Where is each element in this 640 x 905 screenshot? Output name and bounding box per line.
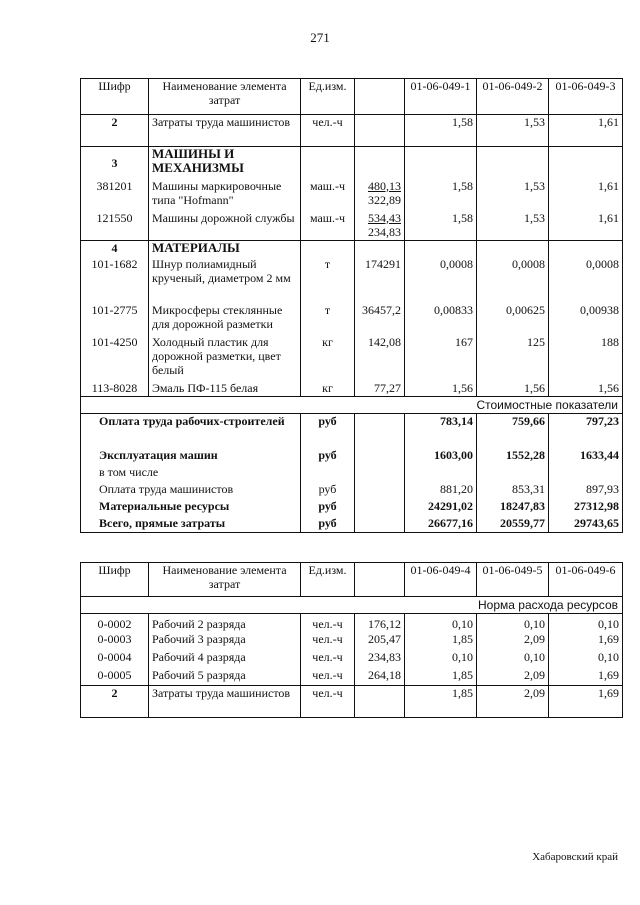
resource-table-1 (80, 78, 623, 533)
resource-table-2 (80, 562, 623, 718)
header-name: Наименование элемента затрат (149, 563, 301, 597)
resource-norm-note: Норма расхода ресурсов (81, 597, 623, 614)
cost-row: в том числе (81, 465, 623, 482)
table-row: 0-0005 Рабочий 5 разряда чел.-ч 264,18 1,85 2,09 1,69 (81, 668, 623, 686)
header-code: Шифр (81, 79, 149, 115)
table-row: 0-0003 Рабочий 3 разряда чел.-ч 205,47 1,85 2,09 1,69 (81, 632, 623, 650)
header-col-2: 01-06-049-2 (477, 79, 549, 115)
cost-indicators-note: Стоимостные показатели (81, 397, 623, 414)
cost-row: Оплата труда рабочих-строителей руб 783,14 759,66 797,23 (81, 414, 623, 448)
header-col-4: 01-06-049-4 (405, 563, 477, 597)
table-row: 2 Затраты труда машинистов чел.-ч 1,85 2,09 1,69 (81, 686, 623, 718)
resource-norm-note-row (81, 597, 623, 614)
header-price (355, 79, 405, 115)
table-row: 113-8028 Эмаль ПФ-115 белая кг 77,27 1,56 1,56 1,56 (81, 381, 623, 397)
header-col-5: 01-06-049-5 (477, 563, 549, 597)
table-row: 0-0004 Рабочий 4 разряда чел.-ч 234,83 0,10 0,10 0,10 (81, 650, 623, 668)
header-unit: Ед.изм. (301, 563, 355, 597)
cost-row: Эксплуатация машин руб 1603,00 1552,28 1633,44 (81, 448, 623, 465)
table-row: 121550 Машины дорожной службы маш.-ч 534,43 234,83 1,58 1,53 1,61 (81, 211, 623, 241)
cost-row: Всего, прямые затраты руб 26677,16 20559,77 29743,65 (81, 516, 623, 533)
section-row-materials: 4 МАТЕРИАЛЫ (81, 241, 623, 257)
table-row: 0-0002 Рабочий 2 разряда чел.-ч 176,12 0,10 0,10 0,10 (81, 614, 623, 632)
header-col-3: 01-06-049-3 (549, 79, 623, 115)
table-row: 101-4250 Холодный пластик для дорожной разметки, цвет белый кг 142,08 167 125 188 (81, 335, 623, 381)
header-code: Шифр (81, 563, 149, 597)
cost-indicators-note-row (81, 397, 623, 414)
table-row: 2 Затраты труда машинистов чел.-ч 1,58 1,53 1,61 (81, 115, 623, 147)
table-row: 101-2775 Микросферы стеклянные для дорожной разметки т 36457,2 0,00833 0,00625 0,00938 (81, 303, 623, 335)
section-row-machines: 3 МАШИНЫ И МЕХАНИЗМЫ (81, 147, 623, 179)
table-row: 101-1682 Шнур полиамидный крученый, диаметром 2 мм т 174291 0,0008 0,0008 0,0008 (81, 257, 623, 303)
header-unit: Ед.изм. (301, 79, 355, 115)
page-number: 271 (310, 30, 330, 45)
cost-row: Материальные ресурсы руб 24291,02 18247,83 27312,98 (81, 499, 623, 516)
header-col-6: 01-06-049-6 (549, 563, 623, 597)
header-name: Наименование элемента затрат (149, 79, 301, 115)
cost-row: Оплата труда машинистов руб 881,20 853,31 897,93 (81, 482, 623, 499)
region-footer: Хабаровский край (532, 851, 618, 863)
header-price (355, 563, 405, 597)
header-col-1: 01-06-049-1 (405, 79, 477, 115)
table-row: 381201 Машины маркировочные типа "Hofmann" маш.-ч 480,13 322,89 1,58 1,53 1,61 (81, 179, 623, 211)
